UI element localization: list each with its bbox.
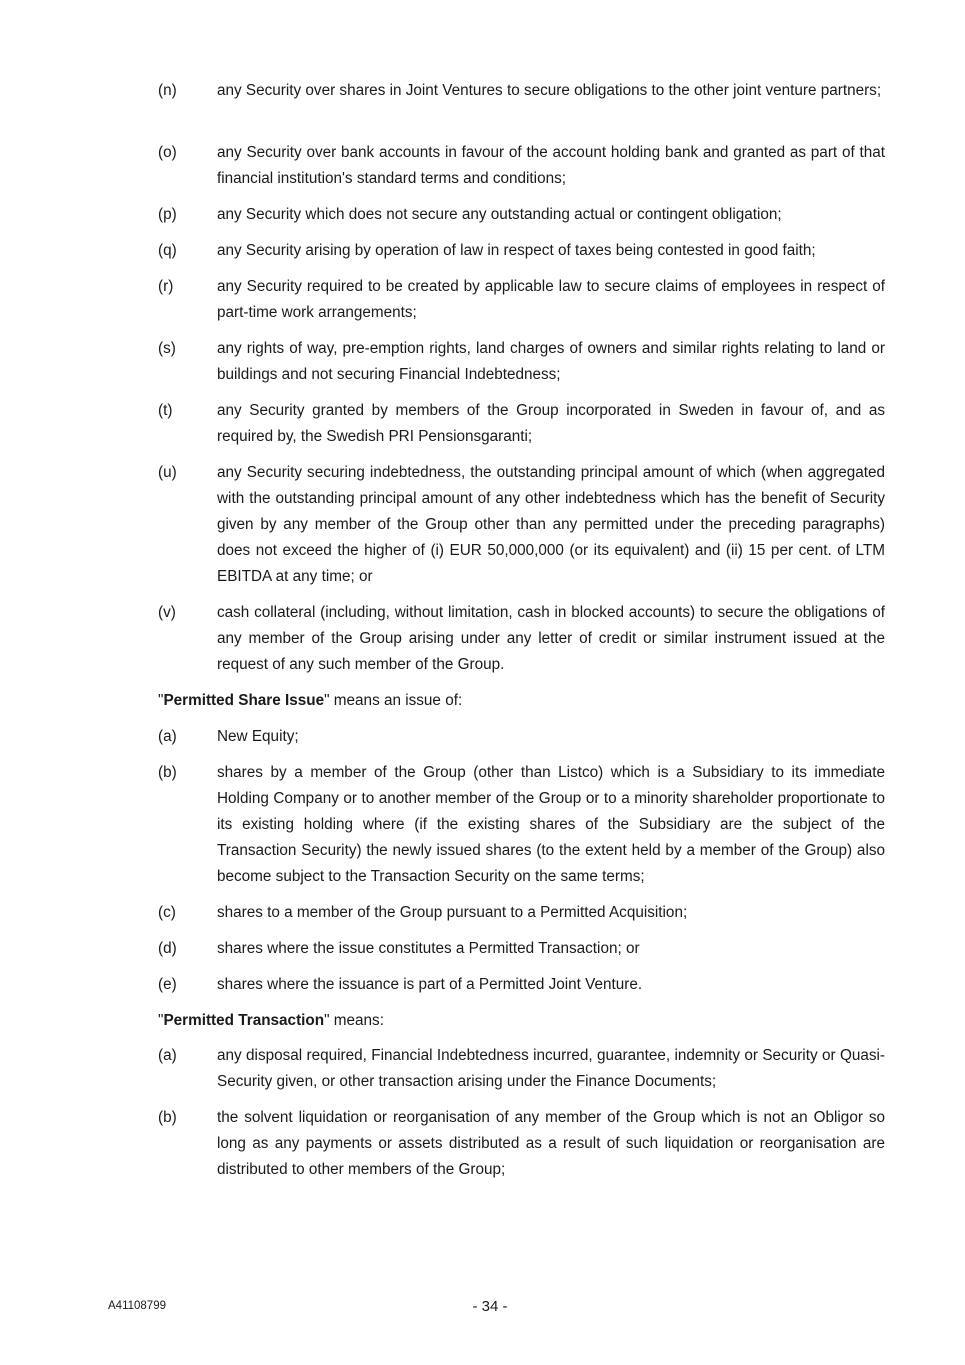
list-item-o (158, 140, 885, 192)
definition-lead: " means: (324, 1012, 384, 1029)
list-item-r (158, 274, 885, 326)
item-text: any Security over shares in Joint Ventures to secure obligations to the other joint venture partners; (217, 82, 882, 99)
item-text: any Security granted by members of the Group incorporated in Sweden in favour of, and as required by, the Swedish PRI Pensionsgaranti; (217, 402, 885, 445)
open-quote: " (158, 1012, 164, 1029)
item-text: the solvent liquidation or reorganisation of any member of the Group which is not an Obligor so long as any payments or assets distributed as a result of such liquidation or reorganisation are distributed to other members of the Group; (217, 1109, 885, 1178)
list-item-u (158, 460, 885, 590)
item-text: any Security over bank accounts in favour of the account holding bank and granted as part of that financial institution's standard terms and conditions; (217, 144, 885, 187)
page-number: - 34 - (472, 1298, 508, 1315)
item-label: (b) (158, 1109, 177, 1126)
item-label: (b) (158, 764, 177, 781)
item-text: shares where the issuance is part of a Permitted Joint Venture. (217, 976, 643, 993)
document-reference: A41108799 (108, 1300, 166, 1312)
item-label: (q) (158, 242, 177, 259)
list-item-s (158, 336, 885, 388)
item-text: New Equity; (217, 728, 299, 745)
item-text: any Security arising by operation of law in respect of taxes being contested in good faith; (217, 242, 816, 259)
definition-lead: " means an issue of: (324, 692, 463, 709)
transaction-item-a (158, 1043, 885, 1095)
list-item-t (158, 398, 885, 450)
list-item-q (158, 238, 885, 264)
definition-heading-permitted-share-issue (158, 688, 885, 714)
share-issue-item-e (158, 972, 885, 998)
item-text: any Security required to be created by applicable law to secure claims of employees in respect of part-time work arrangements; (217, 278, 885, 321)
item-label: (a) (158, 728, 177, 745)
list-item-n (158, 78, 885, 104)
list-item-v (158, 600, 885, 678)
share-issue-item-a (158, 724, 885, 750)
item-text: any Security which does not secure any outstanding actual or contingent obligation; (217, 206, 782, 223)
defined-term: Permitted Transaction (163, 1012, 325, 1029)
definition-heading-permitted-transaction (158, 1008, 885, 1034)
item-label: (r) (158, 278, 174, 295)
transaction-item-b (158, 1105, 885, 1183)
open-quote: " (158, 692, 164, 709)
share-issue-item-b (158, 760, 885, 890)
item-text: shares by a member of the Group (other than Listco) which is a Subsidiary to its immediate Holding Company or to another member of the Group or to a minority shareholder proportionate to its existing holding where (if the existing shares of the Subsidiary are the subject of the Transaction Security) the newly issued shares (to the extent held by a member of the Group) also become subject to the Transaction Security on the same terms; (217, 764, 885, 885)
item-text: any Security securing indebtedness, the outstanding principal amount of which (when aggregated with the outstanding principal amount of any other indebtedness which has the benefit of Security given by any member of the Group other than any permitted under the preceding paragraphs) does not exceed the higher of (i) EUR 50,000,000 (or its equivalent) and (ii) 15 per cent. of LTM EBITDA at any time; or (217, 464, 885, 585)
share-issue-item-d (158, 936, 885, 962)
item-label: (o) (158, 144, 177, 161)
item-text: shares where the issue constitutes a Permitted Transaction; or (217, 940, 640, 957)
item-text: cash collateral (including, without limitation, cash in blocked accounts) to secure the obligations of any member of the Group arising under any letter of credit or similar instrument issued at the request of any such member of the Group. (217, 604, 885, 673)
item-text: any rights of way, pre-emption rights, land charges of owners and similar rights relating to land or buildings and not securing Financial Indebtedness; (217, 340, 885, 383)
item-label: (v) (158, 604, 176, 621)
item-label: (d) (158, 940, 177, 957)
item-label: (c) (158, 904, 176, 921)
item-label: (n) (158, 82, 177, 99)
item-label: (t) (158, 402, 173, 419)
item-text: shares to a member of the Group pursuant to a Permitted Acquisition; (217, 904, 688, 921)
share-issue-item-c (158, 900, 885, 926)
item-text: any disposal required, Financial Indebtedness incurred, guarantee, indemnity or Security or Quasi-Security given, or other transaction arising under the Finance Documents; (217, 1047, 885, 1090)
item-label: (a) (158, 1047, 177, 1064)
item-label: (e) (158, 976, 177, 993)
list-item-p (158, 202, 885, 228)
item-label: (p) (158, 206, 177, 223)
item-label: (s) (158, 340, 176, 357)
defined-term: Permitted Share Issue (163, 692, 325, 709)
item-label: (u) (158, 464, 177, 481)
